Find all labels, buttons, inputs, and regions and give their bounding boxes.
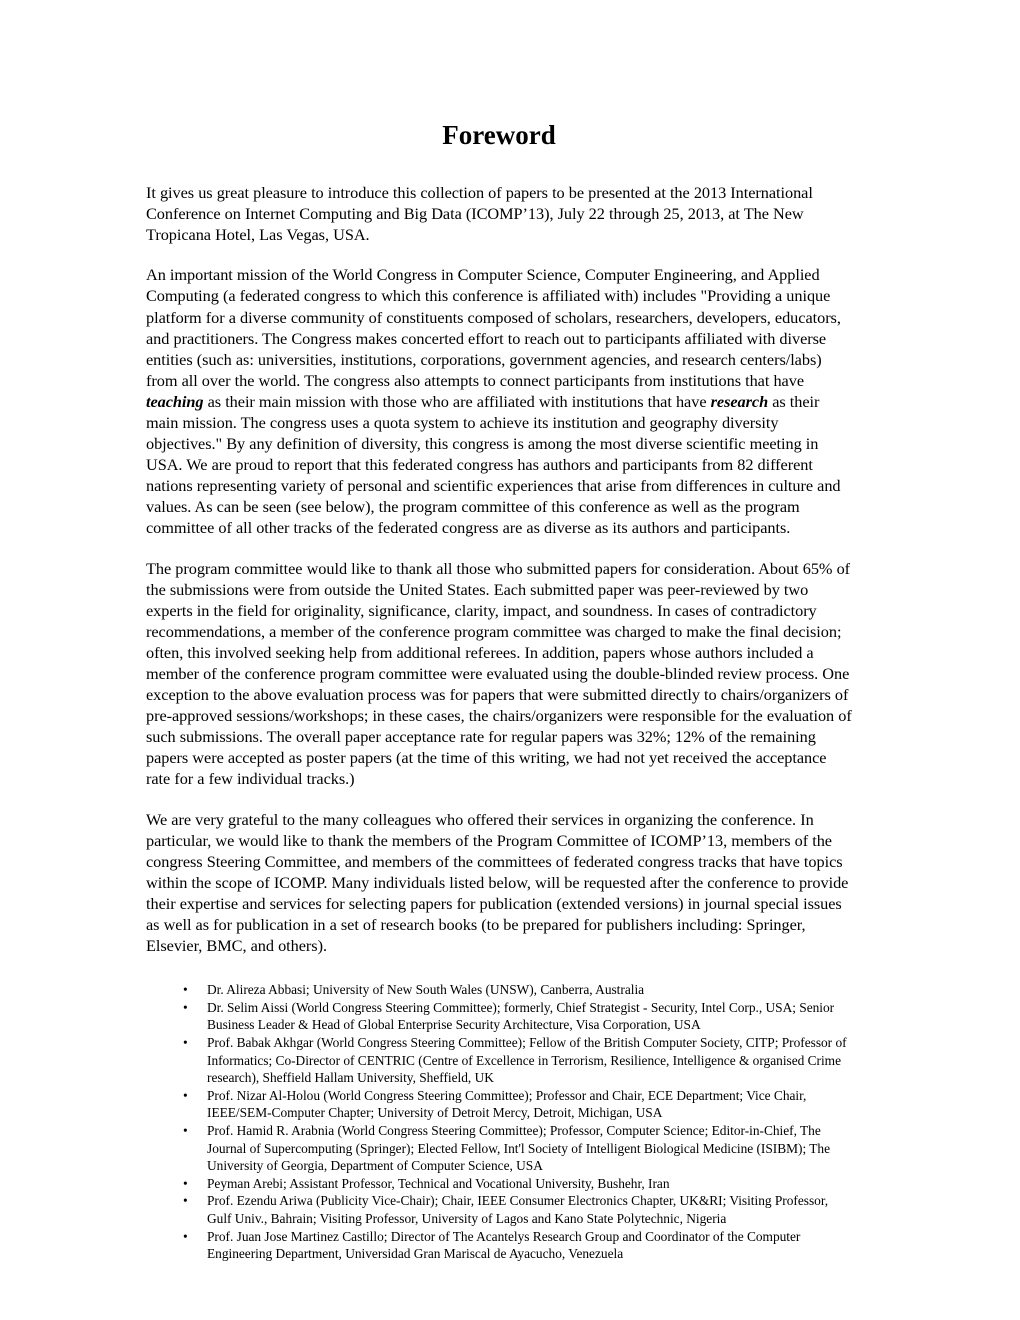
list-item: • Prof. Babak Akhgar (World Congress Steering Committee); Fellow of the British Computer Society, CITP; Professor of Informatics; Co-Director of CENTRIC (Centre of Excellence in Terrorism, Resilience, Intelligence & organised Crime research), Sheffield Hallam University, Sheffield, UK xyxy=(146,1034,852,1087)
page-title: Foreword xyxy=(442,120,556,150)
list-item: • Dr. Alireza Abbasi; University of New South Wales (UNSW), Canberra, Australia xyxy=(146,981,852,999)
list-item: • Peyman Arebi; Assistant Professor, Technical and Vocational University, Bushehr, Iran xyxy=(146,1175,852,1193)
paragraph-review-process: The program committee would like to thank all those who submitted papers for consideration. About 65% of the submissions were from outside the United States. Each submitted paper was peer-reviewed by two experts in the field for originality, significance, clarity, impact, and soundness. In cases of contradictory recommendations, a member of the conference program committee was charged to make the final decision; often, this involved seeking help from additional referees. In addition, papers whose authors included a member of the conference program committee were evaluated using the double-blinded review process. One exception to the above evaluation process was for papers that were submitted directly to chairs/organizers of pre-approved sessions/workshops; in these cases, the chairs/organizers were responsible for the evaluation of such submissions. The overall paper acceptance rate for regular papers was 32%; 12% of the remaining papers were accepted as poster papers (at the time of this writing, we had not yet received the acceptance rate for a few individual tracks.) xyxy=(146,558,852,789)
mission-text-part-2: as their main mission with those who are affiliated with institutions that have xyxy=(203,391,711,411)
list-item: • Prof. Hamid R. Arabnia (World Congress Steering Committee); Professor, Computer Science; Editor-in-Chief, The Journal of Supercomputing (Springer); Elected Fellow, Int'l Society of Intelligent Biological Medicine (ISIBM); The University of Georgia, Department of Computer Science, USA xyxy=(146,1122,852,1175)
mission-text-part-3: as their main mission. The congress uses a quota system to achieve its institution and geography diversity objectives." By any definition of diversity, this congress is among the most diverse scientific meeting in USA. We are proud to report that this federated congress has authors and participants from 82 different nations representing variety of personal and scientific experiences that arise from differences in culture and values. As can be seen (see below), the program committee of this conference as well as the program committee of all other tracks of the federated congress are as diverse as its authors and participants. xyxy=(146,391,841,538)
paragraph-acknowledgements: We are very grateful to the many colleagues who offered their services in organizing the conference. In particular, we would like to thank the members of the Program Committee of ICOMP’13, members of the congress Steering Committee, and members of the committees of federated congress tracks that have topics within the scope of ICOMP. Many individuals listed below, will be requested after the conference to provide their expertise and services for selecting papers for publication (extended versions) in journal special issues as well as for publication in a set of research books (to be prepared for publishers including: Springer, Elsevier, BMC, and others). xyxy=(146,809,849,956)
emphasis-research: research xyxy=(710,391,769,411)
list-item: • Prof. Nizar Al-Holou (World Congress Steering Committee); Professor and Chair, ECE Department; Vice Chair, IEEE/SEM-Computer Chapter; University of Detroit Mercy, Detroit, Michigan, USA xyxy=(146,1087,852,1122)
document-content xyxy=(146,0,852,1263)
list-item: • Prof. Ezendu Ariwa (Publicity Vice-Chair); Chair, IEEE Consumer Electronics Chapter, UK&RI; Visiting Professor, Gulf Univ., Bahrain; Visiting Professor, University of Lagos and Kano State Polytechnic, Nigeria xyxy=(146,1192,852,1227)
list-item: • Prof. Juan Jose Martinez Castillo; Director of The Acantelys Research Group and Coordinator of the Computer Engineering Department, Universidad Gran Mariscal de Ayacucho, Venezuela xyxy=(146,1228,852,1263)
committee-members-list xyxy=(146,956,852,1263)
mission-text-part-1: An important mission of the World Congress in Computer Science, Computer Engineering, and Applied Computing (a federated congress to which this conference is affiliated with) includes "Providing a unique platform for a diverse community of constituents composed of scholars, researchers, developers, educators, and practitioners. The Congress makes concerted effort to reach out to participants affiliated with diverse entities (such as: universities, institutions, corporations, government agencies, and research centers/labs) from all over the world. The congress also attempts to connect participants from institutions that have xyxy=(146,265,841,390)
paragraph-introduction: It gives us great pleasure to introduce this collection of papers to be presented at the 2013 International Conference on Internet Computing and Big Data (ICOMP’13), July 22 through 25, 2013, at The New Tropicana Hotel, Las Vegas, USA. xyxy=(146,183,813,245)
emphasis-teaching: teaching xyxy=(146,391,204,411)
paragraph-mission xyxy=(146,245,852,538)
list-item: • Dr. Selim Aissi (World Congress Steering Committee); formerly, Chief Strategist - Security, Intel Corp., USA; Senior Business Leader & Head of Global Enterprise Security Architecture, Visa Corporation, USA xyxy=(146,999,852,1034)
